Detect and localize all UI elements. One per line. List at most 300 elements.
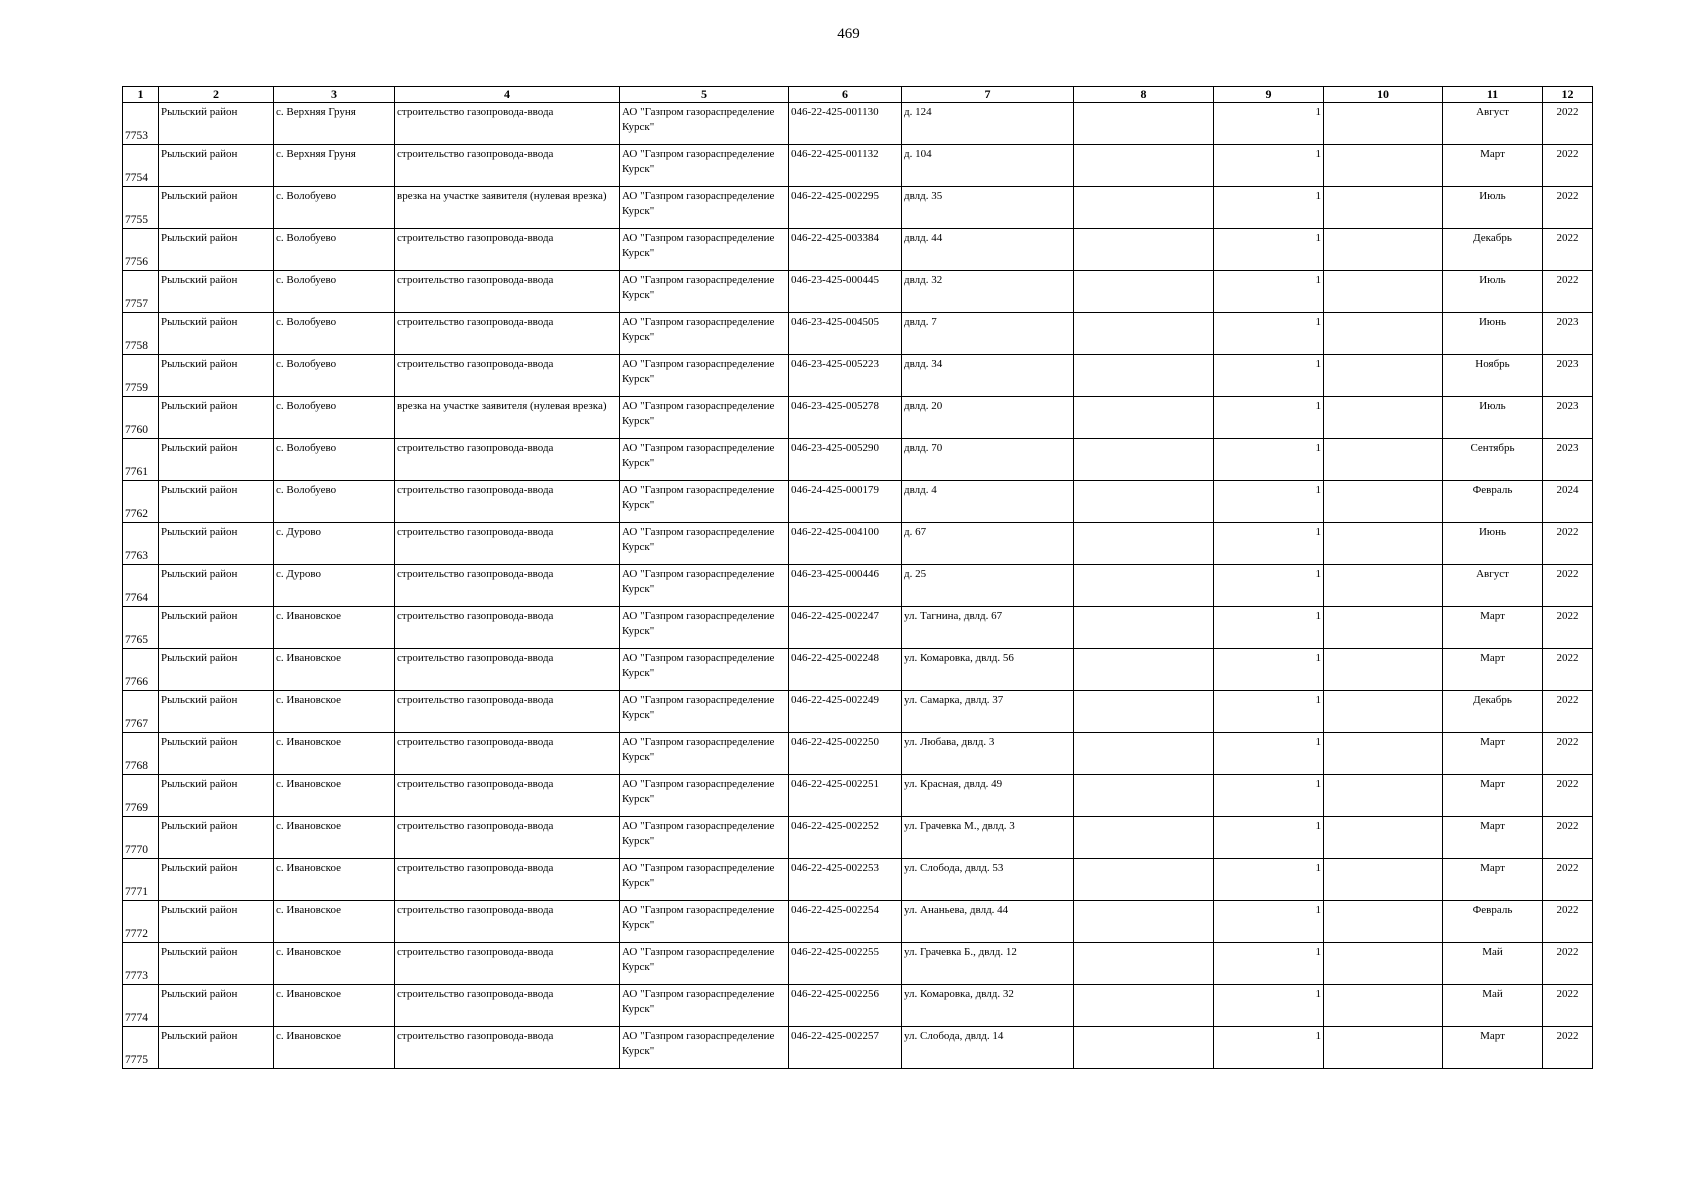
work-type-cell: врезка на участке заявителя (нулевая врезка) <box>395 187 620 229</box>
column-10-cell <box>1324 103 1443 145</box>
address-cell: двлд. 20 <box>902 397 1074 439</box>
year-cell: 2022 <box>1543 1027 1593 1069</box>
address-cell: ул. Грачевка М., двлд. 3 <box>902 817 1074 859</box>
locality-cell: с. Волобуево <box>274 187 395 229</box>
month-cell: Март <box>1443 733 1543 775</box>
column-10-cell <box>1324 775 1443 817</box>
table-row <box>123 733 1593 775</box>
organization-cell: АО "Газпром газораспределение Курск" <box>620 733 789 775</box>
column-8-cell <box>1074 943 1214 985</box>
column-8-cell <box>1074 481 1214 523</box>
table-row <box>123 901 1593 943</box>
table-row <box>123 103 1593 145</box>
column-header: 7 <box>902 87 1074 103</box>
column-10-cell <box>1324 817 1443 859</box>
row-number: 7753 <box>123 103 159 145</box>
quantity-cell: 1 <box>1214 901 1324 943</box>
table-row <box>123 691 1593 733</box>
month-cell: Февраль <box>1443 481 1543 523</box>
district-cell: Рыльский район <box>159 229 274 271</box>
organization-cell: АО "Газпром газораспределение Курск" <box>620 985 789 1027</box>
address-cell: ул. Слобода, двлд. 14 <box>902 1027 1074 1069</box>
locality-cell: с. Ивановское <box>274 775 395 817</box>
address-cell: ул. Грачевка Б., двлд. 12 <box>902 943 1074 985</box>
locality-cell: с. Волобуево <box>274 271 395 313</box>
work-type-cell: строительство газопровода-ввода <box>395 481 620 523</box>
register-table <box>122 86 1593 1069</box>
month-cell: Декабрь <box>1443 229 1543 271</box>
row-number: 7761 <box>123 439 159 481</box>
month-cell: Март <box>1443 145 1543 187</box>
column-header: 6 <box>789 87 902 103</box>
organization-cell: АО "Газпром газораспределение Курск" <box>620 775 789 817</box>
column-8-cell <box>1074 397 1214 439</box>
locality-cell: с. Волобуево <box>274 313 395 355</box>
district-cell: Рыльский район <box>159 817 274 859</box>
quantity-cell: 1 <box>1214 817 1324 859</box>
work-type-cell: строительство газопровода-ввода <box>395 607 620 649</box>
organization-cell: АО "Газпром газораспределение Курск" <box>620 187 789 229</box>
month-cell: Август <box>1443 565 1543 607</box>
year-cell: 2022 <box>1543 859 1593 901</box>
work-type-cell: строительство газопровода-ввода <box>395 523 620 565</box>
month-cell: Август <box>1443 103 1543 145</box>
column-8-cell <box>1074 523 1214 565</box>
column-8-cell <box>1074 985 1214 1027</box>
year-cell: 2022 <box>1543 565 1593 607</box>
address-cell: д. 124 <box>902 103 1074 145</box>
month-cell: Май <box>1443 943 1543 985</box>
organization-cell: АО "Газпром газораспределение Курск" <box>620 103 789 145</box>
locality-cell: с. Волобуево <box>274 439 395 481</box>
year-cell: 2022 <box>1543 187 1593 229</box>
locality-cell: с. Ивановское <box>274 649 395 691</box>
row-number: 7763 <box>123 523 159 565</box>
quantity-cell: 1 <box>1214 691 1324 733</box>
locality-cell: с. Верхняя Груня <box>274 103 395 145</box>
organization-cell: АО "Газпром газораспределение Курск" <box>620 355 789 397</box>
month-cell: Июль <box>1443 397 1543 439</box>
year-cell: 2022 <box>1543 691 1593 733</box>
address-cell: д. 25 <box>902 565 1074 607</box>
district-cell: Рыльский район <box>159 481 274 523</box>
quantity-cell: 1 <box>1214 859 1324 901</box>
column-header: 12 <box>1543 87 1593 103</box>
row-number: 7767 <box>123 691 159 733</box>
quantity-cell: 1 <box>1214 145 1324 187</box>
table-row <box>123 481 1593 523</box>
district-cell: Рыльский район <box>159 565 274 607</box>
locality-cell: с. Ивановское <box>274 817 395 859</box>
month-cell: Март <box>1443 1027 1543 1069</box>
organization-cell: АО "Газпром газораспределение Курск" <box>620 859 789 901</box>
quantity-cell: 1 <box>1214 187 1324 229</box>
row-number: 7755 <box>123 187 159 229</box>
column-8-cell <box>1074 733 1214 775</box>
column-10-cell <box>1324 229 1443 271</box>
address-cell: д. 67 <box>902 523 1074 565</box>
column-10-cell <box>1324 901 1443 943</box>
year-cell: 2023 <box>1543 439 1593 481</box>
work-type-cell: строительство газопровода-ввода <box>395 145 620 187</box>
column-header: 9 <box>1214 87 1324 103</box>
organization-cell: АО "Газпром газораспределение Курск" <box>620 145 789 187</box>
district-cell: Рыльский район <box>159 439 274 481</box>
locality-cell: с. Ивановское <box>274 691 395 733</box>
address-cell: ул. Тагнина, двлд. 67 <box>902 607 1074 649</box>
month-cell: Декабрь <box>1443 691 1543 733</box>
request-code-cell: 046-23-425-005290 <box>789 439 902 481</box>
column-8-cell <box>1074 565 1214 607</box>
organization-cell: АО "Газпром газораспределение Курск" <box>620 943 789 985</box>
request-code-cell: 046-22-425-002252 <box>789 817 902 859</box>
district-cell: Рыльский район <box>159 523 274 565</box>
work-type-cell: строительство газопровода-ввода <box>395 1027 620 1069</box>
column-8-cell <box>1074 229 1214 271</box>
table-row <box>123 523 1593 565</box>
work-type-cell: строительство газопровода-ввода <box>395 775 620 817</box>
year-cell: 2022 <box>1543 271 1593 313</box>
column-10-cell <box>1324 733 1443 775</box>
column-8-cell <box>1074 355 1214 397</box>
column-10-cell <box>1324 607 1443 649</box>
column-8-cell <box>1074 691 1214 733</box>
request-code-cell: 046-22-425-002251 <box>789 775 902 817</box>
table-row <box>123 775 1593 817</box>
table-row <box>123 985 1593 1027</box>
column-8-cell <box>1074 649 1214 691</box>
locality-cell: с. Волобуево <box>274 229 395 271</box>
column-8-cell <box>1074 103 1214 145</box>
request-code-cell: 046-22-425-001130 <box>789 103 902 145</box>
quantity-cell: 1 <box>1214 607 1324 649</box>
organization-cell: АО "Газпром газораспределение Курск" <box>620 271 789 313</box>
month-cell: Май <box>1443 985 1543 1027</box>
column-10-cell <box>1324 691 1443 733</box>
address-cell: двлд. 4 <box>902 481 1074 523</box>
quantity-cell: 1 <box>1214 397 1324 439</box>
work-type-cell: строительство газопровода-ввода <box>395 733 620 775</box>
column-10-cell <box>1324 565 1443 607</box>
district-cell: Рыльский район <box>159 1027 274 1069</box>
column-header: 2 <box>159 87 274 103</box>
district-cell: Рыльский район <box>159 607 274 649</box>
row-number: 7773 <box>123 943 159 985</box>
organization-cell: АО "Газпром газораспределение Курск" <box>620 229 789 271</box>
row-number: 7762 <box>123 481 159 523</box>
year-cell: 2023 <box>1543 355 1593 397</box>
year-cell: 2022 <box>1543 817 1593 859</box>
address-cell: ул. Самарка, двлд. 37 <box>902 691 1074 733</box>
locality-cell: с. Волобуево <box>274 355 395 397</box>
district-cell: Рыльский район <box>159 103 274 145</box>
quantity-cell: 1 <box>1214 439 1324 481</box>
district-cell: Рыльский район <box>159 145 274 187</box>
month-cell: Март <box>1443 775 1543 817</box>
request-code-cell: 046-22-425-002256 <box>789 985 902 1027</box>
column-8-cell <box>1074 1027 1214 1069</box>
table-row <box>123 313 1593 355</box>
locality-cell: с. Ивановское <box>274 943 395 985</box>
year-cell: 2022 <box>1543 145 1593 187</box>
work-type-cell: строительство газопровода-ввода <box>395 985 620 1027</box>
year-cell: 2023 <box>1543 313 1593 355</box>
address-cell: двлд. 70 <box>902 439 1074 481</box>
column-10-cell <box>1324 313 1443 355</box>
organization-cell: АО "Газпром газораспределение Курск" <box>620 1027 789 1069</box>
address-cell: ул. Любава, двлд. 3 <box>902 733 1074 775</box>
column-header: 5 <box>620 87 789 103</box>
quantity-cell: 1 <box>1214 649 1324 691</box>
year-cell: 2022 <box>1543 523 1593 565</box>
quantity-cell: 1 <box>1214 523 1324 565</box>
district-cell: Рыльский район <box>159 355 274 397</box>
address-cell: ул. Красная, двлд. 49 <box>902 775 1074 817</box>
work-type-cell: строительство газопровода-ввода <box>395 901 620 943</box>
organization-cell: АО "Газпром газораспределение Курск" <box>620 607 789 649</box>
quantity-cell: 1 <box>1214 313 1324 355</box>
column-8-cell <box>1074 439 1214 481</box>
address-cell: двлд. 35 <box>902 187 1074 229</box>
year-cell: 2022 <box>1543 103 1593 145</box>
table-row <box>123 565 1593 607</box>
table-row <box>123 439 1593 481</box>
request-code-cell: 046-22-425-002247 <box>789 607 902 649</box>
work-type-cell: строительство газопровода-ввода <box>395 355 620 397</box>
row-number: 7760 <box>123 397 159 439</box>
locality-cell: с. Ивановское <box>274 901 395 943</box>
quantity-cell: 1 <box>1214 103 1324 145</box>
request-code-cell: 046-22-425-002257 <box>789 1027 902 1069</box>
locality-cell: с. Волобуево <box>274 397 395 439</box>
year-cell: 2022 <box>1543 901 1593 943</box>
request-code-cell: 046-22-425-004100 <box>789 523 902 565</box>
month-cell: Июль <box>1443 187 1543 229</box>
locality-cell: с. Ивановское <box>274 1027 395 1069</box>
column-8-cell <box>1074 775 1214 817</box>
organization-cell: АО "Газпром газораспределение Курск" <box>620 565 789 607</box>
column-10-cell <box>1324 523 1443 565</box>
year-cell: 2022 <box>1543 607 1593 649</box>
column-10-cell <box>1324 145 1443 187</box>
request-code-cell: 046-23-425-000445 <box>789 271 902 313</box>
request-code-cell: 046-22-425-003384 <box>789 229 902 271</box>
row-number: 7768 <box>123 733 159 775</box>
column-header: 3 <box>274 87 395 103</box>
table-row <box>123 943 1593 985</box>
column-10-cell <box>1324 271 1443 313</box>
request-code-cell: 046-22-425-001132 <box>789 145 902 187</box>
district-cell: Рыльский район <box>159 859 274 901</box>
column-10-cell <box>1324 985 1443 1027</box>
address-cell: двлд. 32 <box>902 271 1074 313</box>
locality-cell: с. Дурово <box>274 565 395 607</box>
row-number: 7770 <box>123 817 159 859</box>
column-10-cell <box>1324 943 1443 985</box>
column-8-cell <box>1074 145 1214 187</box>
quantity-cell: 1 <box>1214 481 1324 523</box>
month-cell: Июнь <box>1443 313 1543 355</box>
address-cell: двлд. 7 <box>902 313 1074 355</box>
request-code-cell: 046-23-425-005223 <box>789 355 902 397</box>
year-cell: 2022 <box>1543 229 1593 271</box>
locality-cell: с. Дурово <box>274 523 395 565</box>
row-number: 7759 <box>123 355 159 397</box>
quantity-cell: 1 <box>1214 229 1324 271</box>
column-header: 11 <box>1443 87 1543 103</box>
quantity-cell: 1 <box>1214 943 1324 985</box>
address-cell: двлд. 34 <box>902 355 1074 397</box>
header-row <box>123 87 1593 103</box>
month-cell: Июль <box>1443 271 1543 313</box>
locality-cell: с. Ивановское <box>274 607 395 649</box>
work-type-cell: строительство газопровода-ввода <box>395 649 620 691</box>
month-cell: Март <box>1443 817 1543 859</box>
table-row <box>123 271 1593 313</box>
organization-cell: АО "Газпром газораспределение Курск" <box>620 901 789 943</box>
column-header: 1 <box>123 87 159 103</box>
column-10-cell <box>1324 481 1443 523</box>
organization-cell: АО "Газпром газораспределение Курск" <box>620 313 789 355</box>
locality-cell: с. Верхняя Груня <box>274 145 395 187</box>
request-code-cell: 046-22-425-002255 <box>789 943 902 985</box>
year-cell: 2022 <box>1543 943 1593 985</box>
address-cell: д. 104 <box>902 145 1074 187</box>
month-cell: Март <box>1443 649 1543 691</box>
month-cell: Март <box>1443 859 1543 901</box>
work-type-cell: строительство газопровода-ввода <box>395 943 620 985</box>
column-10-cell <box>1324 1027 1443 1069</box>
district-cell: Рыльский район <box>159 775 274 817</box>
work-type-cell: строительство газопровода-ввода <box>395 817 620 859</box>
table-row <box>123 145 1593 187</box>
table-row <box>123 817 1593 859</box>
column-10-cell <box>1324 397 1443 439</box>
column-header: 8 <box>1074 87 1214 103</box>
table-row <box>123 607 1593 649</box>
organization-cell: АО "Газпром газораспределение Курск" <box>620 691 789 733</box>
column-10-cell <box>1324 355 1443 397</box>
column-8-cell <box>1074 313 1214 355</box>
month-cell: Март <box>1443 607 1543 649</box>
work-type-cell: строительство газопровода-ввода <box>395 691 620 733</box>
district-cell: Рыльский район <box>159 901 274 943</box>
request-code-cell: 046-23-425-004505 <box>789 313 902 355</box>
district-cell: Рыльский район <box>159 649 274 691</box>
column-header: 10 <box>1324 87 1443 103</box>
year-cell: 2022 <box>1543 649 1593 691</box>
work-type-cell: строительство газопровода-ввода <box>395 229 620 271</box>
locality-cell: с. Ивановское <box>274 859 395 901</box>
district-cell: Рыльский район <box>159 691 274 733</box>
column-header: 4 <box>395 87 620 103</box>
year-cell: 2024 <box>1543 481 1593 523</box>
table-body <box>123 103 1593 1069</box>
work-type-cell: врезка на участке заявителя (нулевая врезка) <box>395 397 620 439</box>
column-8-cell <box>1074 271 1214 313</box>
table-row <box>123 1027 1593 1069</box>
organization-cell: АО "Газпром газораспределение Курск" <box>620 523 789 565</box>
year-cell: 2023 <box>1543 397 1593 439</box>
quantity-cell: 1 <box>1214 985 1324 1027</box>
organization-cell: АО "Газпром газораспределение Курск" <box>620 481 789 523</box>
page-number: 469 <box>837 26 860 42</box>
row-number: 7757 <box>123 271 159 313</box>
request-code-cell: 046-22-425-002254 <box>789 901 902 943</box>
work-type-cell: строительство газопровода-ввода <box>395 313 620 355</box>
organization-cell: АО "Газпром газораспределение Курск" <box>620 817 789 859</box>
quantity-cell: 1 <box>1214 733 1324 775</box>
district-cell: Рыльский район <box>159 313 274 355</box>
quantity-cell: 1 <box>1214 565 1324 607</box>
request-code-cell: 046-24-425-000179 <box>789 481 902 523</box>
locality-cell: с. Ивановское <box>274 733 395 775</box>
quantity-cell: 1 <box>1214 1027 1324 1069</box>
year-cell: 2022 <box>1543 733 1593 775</box>
address-cell: ул. Комаровка, двлд. 56 <box>902 649 1074 691</box>
column-8-cell <box>1074 859 1214 901</box>
month-cell: Ноябрь <box>1443 355 1543 397</box>
address-cell: ул. Ананьева, двлд. 44 <box>902 901 1074 943</box>
address-cell: двлд. 44 <box>902 229 1074 271</box>
request-code-cell: 046-22-425-002253 <box>789 859 902 901</box>
row-number: 7754 <box>123 145 159 187</box>
table-row <box>123 187 1593 229</box>
quantity-cell: 1 <box>1214 775 1324 817</box>
locality-cell: с. Волобуево <box>274 481 395 523</box>
month-cell: Сентябрь <box>1443 439 1543 481</box>
row-number: 7775 <box>123 1027 159 1069</box>
row-number: 7765 <box>123 607 159 649</box>
column-10-cell <box>1324 649 1443 691</box>
organization-cell: АО "Газпром газораспределение Курск" <box>620 649 789 691</box>
month-cell: Июнь <box>1443 523 1543 565</box>
table-row <box>123 649 1593 691</box>
table-row <box>123 859 1593 901</box>
work-type-cell: строительство газопровода-ввода <box>395 103 620 145</box>
request-code-cell: 046-22-425-002250 <box>789 733 902 775</box>
row-number: 7772 <box>123 901 159 943</box>
row-number: 7758 <box>123 313 159 355</box>
row-number: 7764 <box>123 565 159 607</box>
organization-cell: АО "Газпром газораспределение Курск" <box>620 439 789 481</box>
district-cell: Рыльский район <box>159 187 274 229</box>
column-8-cell <box>1074 901 1214 943</box>
district-cell: Рыльский район <box>159 943 274 985</box>
table-row <box>123 397 1593 439</box>
year-cell: 2022 <box>1543 775 1593 817</box>
row-number: 7769 <box>123 775 159 817</box>
month-cell: Февраль <box>1443 901 1543 943</box>
locality-cell: с. Ивановское <box>274 985 395 1027</box>
request-code-cell: 046-22-425-002295 <box>789 187 902 229</box>
work-type-cell: строительство газопровода-ввода <box>395 271 620 313</box>
organization-cell: АО "Газпром газораспределение Курск" <box>620 397 789 439</box>
column-8-cell <box>1074 607 1214 649</box>
column-10-cell <box>1324 439 1443 481</box>
row-number: 7771 <box>123 859 159 901</box>
year-cell: 2022 <box>1543 985 1593 1027</box>
district-cell: Рыльский район <box>159 733 274 775</box>
row-number: 7766 <box>123 649 159 691</box>
row-number: 7756 <box>123 229 159 271</box>
column-10-cell <box>1324 187 1443 229</box>
request-code-cell: 046-22-425-002248 <box>789 649 902 691</box>
request-code-cell: 046-23-425-000446 <box>789 565 902 607</box>
request-code-cell: 046-23-425-005278 <box>789 397 902 439</box>
table-row <box>123 355 1593 397</box>
quantity-cell: 1 <box>1214 271 1324 313</box>
